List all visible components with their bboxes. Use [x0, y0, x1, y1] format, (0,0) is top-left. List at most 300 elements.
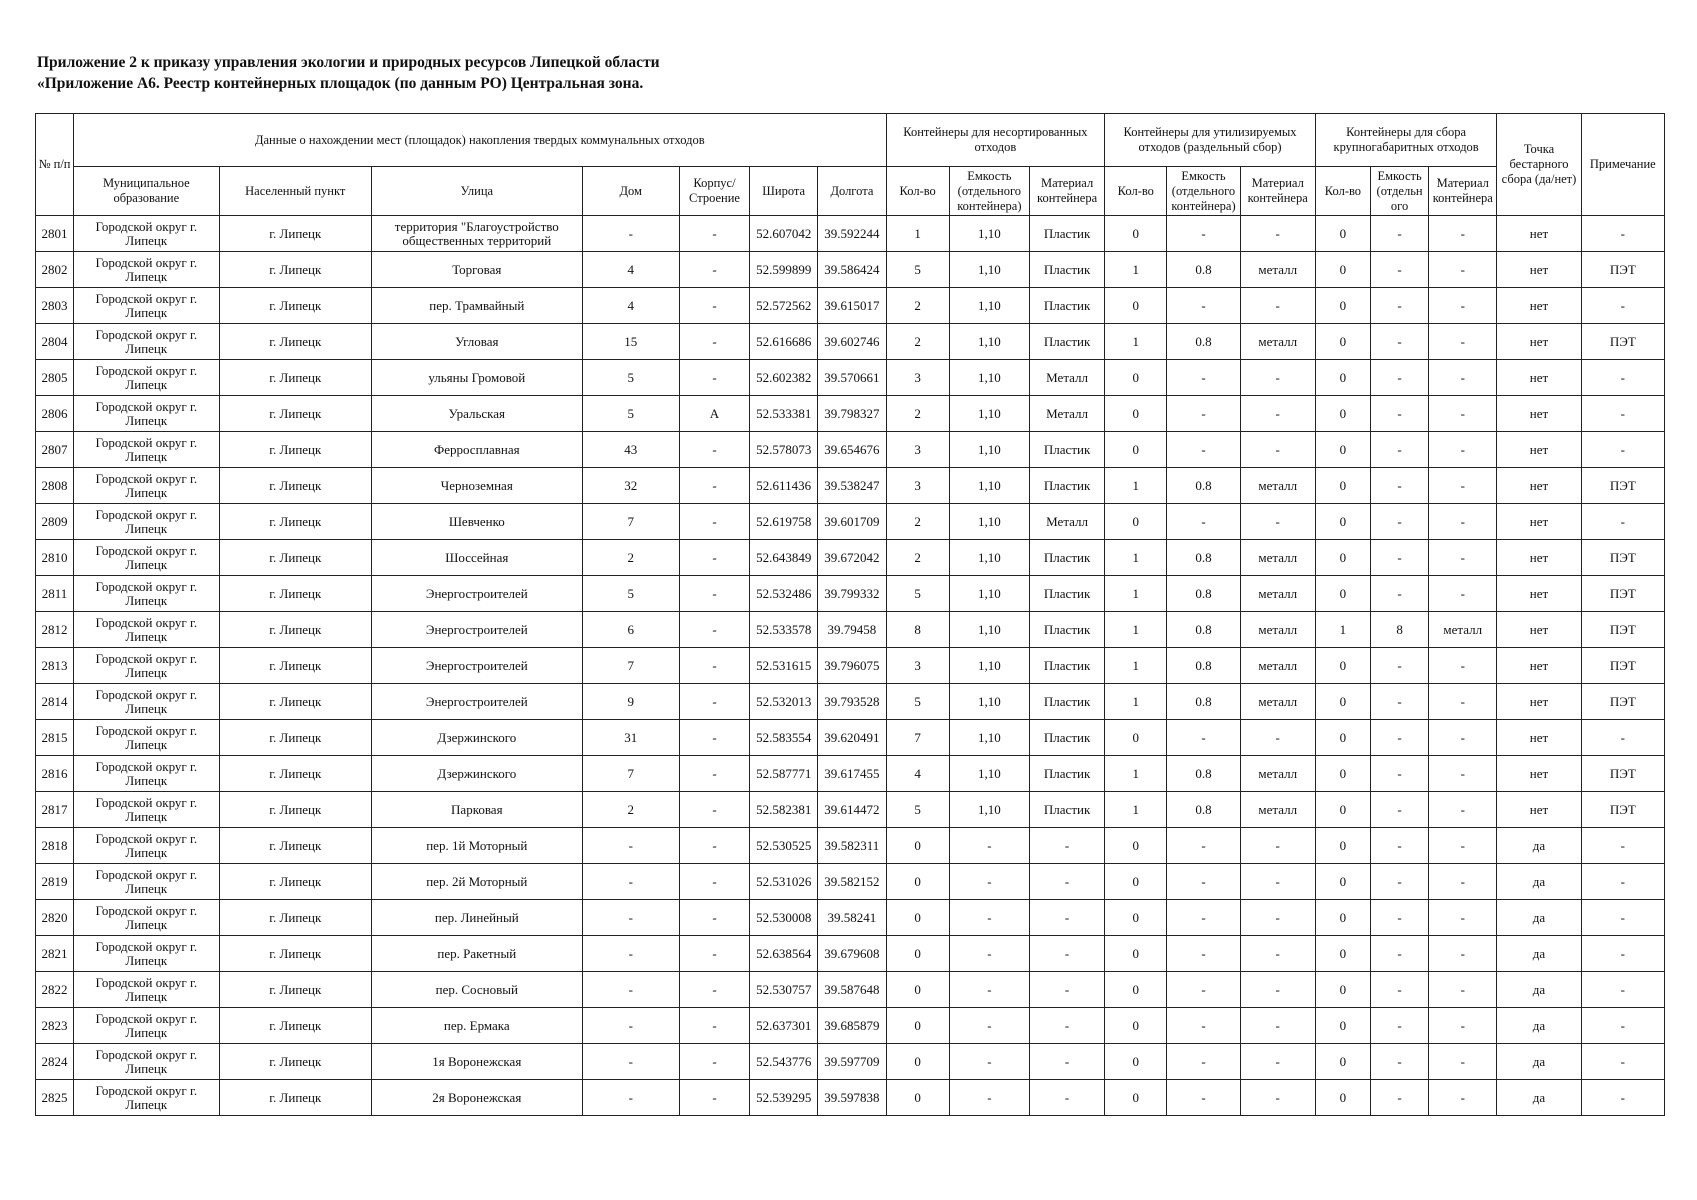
cell-bulky-material: -: [1429, 288, 1497, 324]
cell-bulky-capacity: -: [1371, 720, 1429, 756]
cell-settlement: г. Липецк: [219, 1080, 371, 1116]
cell-recyclable-count: 1: [1105, 648, 1167, 684]
cell-bulky-capacity: -: [1371, 1008, 1429, 1044]
cell-unsorted-capacity: 1,10: [949, 432, 1029, 468]
cell-recyclable-capacity: -: [1167, 900, 1240, 936]
cell-recyclable-count: 0: [1105, 216, 1167, 252]
cell-longitude: 39.597709: [818, 1044, 886, 1080]
cell-house: -: [582, 1044, 679, 1080]
table-row: [36, 540, 1665, 576]
registry-body: [36, 216, 1665, 1116]
cell-house: 6: [582, 612, 679, 648]
document-header: [37, 52, 660, 94]
cell-longitude: 39.587648: [818, 972, 886, 1008]
cell-street: Ферросплавная: [371, 432, 582, 468]
cell-street: Шоссейная: [371, 540, 582, 576]
cell-longitude: 39.672042: [818, 540, 886, 576]
cell-longitude: 39.796075: [818, 648, 886, 684]
table-row: [36, 504, 1665, 540]
cell-recyclable-capacity: -: [1167, 1080, 1240, 1116]
cell-number: 2822: [36, 972, 74, 1008]
cell-longitude: 39.570661: [818, 360, 886, 396]
header-location-group: Данные о нахождении мест (площадок) накопления твердых коммунальных отходов: [74, 114, 886, 167]
table-row: [36, 864, 1665, 900]
table-row: [36, 936, 1665, 972]
cell-house: 31: [582, 720, 679, 756]
cell-longitude: 39.601709: [818, 504, 886, 540]
cell-municipality: Городской округ г. Липецк: [74, 360, 219, 396]
cell-number: 2814: [36, 684, 74, 720]
table-row: [36, 828, 1665, 864]
cell-street: Парковая: [371, 792, 582, 828]
cell-municipality: Городской округ г. Липецк: [74, 540, 219, 576]
cell-recyclable-count: 0: [1105, 1044, 1167, 1080]
cell-street: 2я Воронежская: [371, 1080, 582, 1116]
cell-number: 2806: [36, 396, 74, 432]
cell-unsorted-capacity: 1,10: [949, 396, 1029, 432]
cell-building: -: [679, 324, 749, 360]
cell-recyclable-count: 0: [1105, 504, 1167, 540]
header-number: № п/п: [36, 114, 74, 216]
cell-building: -: [679, 1080, 749, 1116]
cell-bagless-point: нет: [1497, 468, 1581, 504]
cell-number: 2821: [36, 936, 74, 972]
header-bulky-capacity: Емкость (отдельн ого: [1371, 167, 1429, 216]
cell-latitude: 52.582381: [750, 792, 818, 828]
cell-building: -: [679, 576, 749, 612]
cell-unsorted-capacity: 1,10: [949, 648, 1029, 684]
cell-unsorted-material: -: [1029, 864, 1104, 900]
cell-bulky-material: -: [1429, 360, 1497, 396]
cell-street: пер. Сосновый: [371, 972, 582, 1008]
cell-number: 2811: [36, 576, 74, 612]
cell-note: -: [1581, 216, 1664, 252]
cell-house: -: [582, 1008, 679, 1044]
cell-street: территория "Благоустройство общественных территорий: [371, 216, 582, 252]
cell-longitude: 39.582311: [818, 828, 886, 864]
cell-house: 7: [582, 504, 679, 540]
table-row: [36, 720, 1665, 756]
cell-unsorted-count: 7: [886, 720, 949, 756]
cell-recyclable-capacity: -: [1167, 864, 1240, 900]
cell-recyclable-material: -: [1240, 396, 1315, 432]
cell-settlement: г. Липецк: [219, 828, 371, 864]
cell-longitude: 39.654676: [818, 432, 886, 468]
cell-settlement: г. Липецк: [219, 216, 371, 252]
table-row: [36, 684, 1665, 720]
cell-bulky-material: металл: [1429, 612, 1497, 648]
cell-bulky-material: -: [1429, 468, 1497, 504]
cell-bulky-capacity: -: [1371, 396, 1429, 432]
cell-longitude: 39.798327: [818, 396, 886, 432]
cell-unsorted-count: 2: [886, 504, 949, 540]
cell-bulky-count: 0: [1315, 288, 1370, 324]
cell-bulky-count: 0: [1315, 252, 1370, 288]
cell-number: 2819: [36, 864, 74, 900]
cell-bulky-capacity: -: [1371, 576, 1429, 612]
cell-unsorted-count: 0: [886, 972, 949, 1008]
cell-bulky-capacity: -: [1371, 792, 1429, 828]
cell-longitude: 39.592244: [818, 216, 886, 252]
cell-unsorted-capacity: -: [949, 1008, 1029, 1044]
cell-bulky-count: 0: [1315, 720, 1370, 756]
cell-latitude: 52.616686: [750, 324, 818, 360]
cell-street: Энергостроителей: [371, 576, 582, 612]
cell-unsorted-material: Пластик: [1029, 684, 1104, 720]
cell-recyclable-capacity: -: [1167, 396, 1240, 432]
cell-street: пер. Ракетный: [371, 936, 582, 972]
cell-house: -: [582, 216, 679, 252]
cell-recyclable-material: -: [1240, 900, 1315, 936]
cell-bulky-count: 0: [1315, 972, 1370, 1008]
cell-street: Дзержинского: [371, 720, 582, 756]
header-settlement: Населенный пункт: [219, 167, 371, 216]
cell-settlement: г. Липецк: [219, 792, 371, 828]
cell-municipality: Городской округ г. Липецк: [74, 720, 219, 756]
cell-number: 2816: [36, 756, 74, 792]
cell-recyclable-material: -: [1240, 504, 1315, 540]
cell-unsorted-capacity: -: [949, 936, 1029, 972]
cell-municipality: Городской округ г. Липецк: [74, 756, 219, 792]
cell-recyclable-material: металл: [1240, 648, 1315, 684]
header-recyclable-count: Кол-во: [1105, 167, 1167, 216]
cell-building: -: [679, 972, 749, 1008]
cell-building: -: [679, 648, 749, 684]
cell-settlement: г. Липецк: [219, 1008, 371, 1044]
cell-latitude: 52.602382: [750, 360, 818, 396]
cell-recyclable-capacity: 0.8: [1167, 684, 1240, 720]
cell-house: 2: [582, 540, 679, 576]
cell-note: ПЭТ: [1581, 324, 1664, 360]
header-recyclable-material: Материал контейнера: [1240, 167, 1315, 216]
cell-building: -: [679, 216, 749, 252]
cell-unsorted-material: Металл: [1029, 360, 1104, 396]
cell-longitude: 39.620491: [818, 720, 886, 756]
cell-street: Шевченко: [371, 504, 582, 540]
cell-municipality: Городской округ г. Липецк: [74, 468, 219, 504]
cell-bulky-capacity: -: [1371, 252, 1429, 288]
cell-note: -: [1581, 288, 1664, 324]
cell-note: ПЭТ: [1581, 612, 1664, 648]
cell-recyclable-material: -: [1240, 828, 1315, 864]
cell-bulky-count: 0: [1315, 576, 1370, 612]
cell-recyclable-count: 0: [1105, 720, 1167, 756]
cell-bulky-capacity: -: [1371, 900, 1429, 936]
cell-number: 2824: [36, 1044, 74, 1080]
cell-recyclable-capacity: 0.8: [1167, 468, 1240, 504]
header-bulky-group: Контейнеры для сбора крупногабаритных отходов: [1315, 114, 1497, 167]
cell-bulky-capacity: -: [1371, 936, 1429, 972]
table-row: [36, 252, 1665, 288]
cell-bulky-count: 0: [1315, 396, 1370, 432]
cell-bulky-capacity: -: [1371, 648, 1429, 684]
cell-longitude: 39.685879: [818, 1008, 886, 1044]
cell-settlement: г. Липецк: [219, 756, 371, 792]
cell-street: Торговая: [371, 252, 582, 288]
cell-street: Энергостроителей: [371, 648, 582, 684]
cell-recyclable-capacity: 0.8: [1167, 540, 1240, 576]
cell-latitude: 52.619758: [750, 504, 818, 540]
cell-municipality: Городской округ г. Липецк: [74, 252, 219, 288]
cell-number: 2813: [36, 648, 74, 684]
cell-street: Дзержинского: [371, 756, 582, 792]
cell-bagless-point: нет: [1497, 360, 1581, 396]
cell-bulky-capacity: -: [1371, 756, 1429, 792]
cell-unsorted-count: 5: [886, 792, 949, 828]
table-row: [36, 468, 1665, 504]
cell-unsorted-count: 0: [886, 1008, 949, 1044]
cell-bulky-capacity: -: [1371, 288, 1429, 324]
cell-unsorted-count: 0: [886, 828, 949, 864]
cell-latitude: 52.530757: [750, 972, 818, 1008]
cell-latitude: 52.530008: [750, 900, 818, 936]
cell-building: -: [679, 756, 749, 792]
cell-house: 4: [582, 288, 679, 324]
cell-bulky-count: 0: [1315, 324, 1370, 360]
cell-recyclable-count: 1: [1105, 540, 1167, 576]
cell-unsorted-material: -: [1029, 828, 1104, 864]
cell-unsorted-count: 0: [886, 1080, 949, 1116]
cell-recyclable-capacity: 0.8: [1167, 648, 1240, 684]
cell-unsorted-count: 2: [886, 540, 949, 576]
cell-building: -: [679, 468, 749, 504]
cell-building: -: [679, 360, 749, 396]
cell-bulky-capacity: -: [1371, 432, 1429, 468]
cell-unsorted-material: Пластик: [1029, 216, 1104, 252]
cell-unsorted-capacity: -: [949, 972, 1029, 1008]
cell-recyclable-count: 0: [1105, 1008, 1167, 1044]
cell-bulky-material: -: [1429, 576, 1497, 612]
cell-bulky-capacity: -: [1371, 504, 1429, 540]
cell-latitude: 52.532486: [750, 576, 818, 612]
cell-bulky-count: 0: [1315, 864, 1370, 900]
cell-number: 2804: [36, 324, 74, 360]
cell-bulky-count: 0: [1315, 216, 1370, 252]
cell-bagless-point: да: [1497, 1044, 1581, 1080]
cell-latitude: 52.599899: [750, 252, 818, 288]
cell-municipality: Городской округ г. Липецк: [74, 900, 219, 936]
cell-bagless-point: нет: [1497, 576, 1581, 612]
header-unsorted-count: Кол-во: [886, 167, 949, 216]
header-unsorted-group: Контейнеры для несортированных отходов: [886, 114, 1105, 167]
cell-street: Черноземная: [371, 468, 582, 504]
cell-bulky-capacity: -: [1371, 468, 1429, 504]
table-row: [36, 396, 1665, 432]
cell-recyclable-material: -: [1240, 216, 1315, 252]
cell-house: 15: [582, 324, 679, 360]
cell-recyclable-count: 0: [1105, 972, 1167, 1008]
cell-building: -: [679, 252, 749, 288]
cell-recyclable-count: 0: [1105, 864, 1167, 900]
cell-building: -: [679, 720, 749, 756]
cell-longitude: 39.615017: [818, 288, 886, 324]
cell-bulky-capacity: -: [1371, 828, 1429, 864]
cell-note: ПЭТ: [1581, 576, 1664, 612]
cell-house: 5: [582, 576, 679, 612]
cell-bulky-count: 0: [1315, 1080, 1370, 1116]
table-row: [36, 756, 1665, 792]
cell-unsorted-material: -: [1029, 1008, 1104, 1044]
cell-recyclable-capacity: -: [1167, 1044, 1240, 1080]
cell-latitude: 52.637301: [750, 1008, 818, 1044]
cell-recyclable-material: металл: [1240, 324, 1315, 360]
cell-recyclable-count: 1: [1105, 792, 1167, 828]
cell-recyclable-material: металл: [1240, 756, 1315, 792]
cell-unsorted-capacity: -: [949, 1044, 1029, 1080]
cell-bulky-capacity: -: [1371, 360, 1429, 396]
cell-latitude: 52.530525: [750, 828, 818, 864]
table-row: [36, 972, 1665, 1008]
cell-recyclable-capacity: 0.8: [1167, 252, 1240, 288]
cell-bulky-capacity: 8: [1371, 612, 1429, 648]
cell-unsorted-material: Металл: [1029, 396, 1104, 432]
header-bulky-material: Материал контейнера: [1429, 167, 1497, 216]
header-note: Примечание: [1581, 114, 1664, 216]
cell-street: Уральская: [371, 396, 582, 432]
cell-unsorted-material: Пластик: [1029, 720, 1104, 756]
cell-unsorted-capacity: 1,10: [949, 792, 1029, 828]
cell-unsorted-count: 2: [886, 324, 949, 360]
cell-settlement: г. Липецк: [219, 468, 371, 504]
cell-bulky-count: 0: [1315, 504, 1370, 540]
cell-settlement: г. Липецк: [219, 324, 371, 360]
cell-longitude: 39.582152: [818, 864, 886, 900]
cell-bulky-count: 0: [1315, 432, 1370, 468]
cell-bulky-material: -: [1429, 936, 1497, 972]
cell-settlement: г. Липецк: [219, 612, 371, 648]
cell-longitude: 39.79458: [818, 612, 886, 648]
cell-unsorted-capacity: 1,10: [949, 540, 1029, 576]
cell-recyclable-capacity: 0.8: [1167, 576, 1240, 612]
cell-bulky-count: 0: [1315, 936, 1370, 972]
cell-street: пер. Линейный: [371, 900, 582, 936]
cell-municipality: Городской округ г. Липецк: [74, 828, 219, 864]
cell-house: -: [582, 864, 679, 900]
cell-recyclable-material: металл: [1240, 576, 1315, 612]
cell-building: -: [679, 900, 749, 936]
cell-recyclable-capacity: -: [1167, 216, 1240, 252]
cell-municipality: Городской округ г. Липецк: [74, 1044, 219, 1080]
cell-settlement: г. Липецк: [219, 576, 371, 612]
cell-note: -: [1581, 1008, 1664, 1044]
cell-recyclable-capacity: 0.8: [1167, 792, 1240, 828]
cell-municipality: Городской округ г. Липецк: [74, 936, 219, 972]
cell-recyclable-material: -: [1240, 288, 1315, 324]
cell-bagless-point: нет: [1497, 684, 1581, 720]
cell-settlement: г. Липецк: [219, 252, 371, 288]
cell-settlement: г. Липецк: [219, 972, 371, 1008]
cell-number: 2807: [36, 432, 74, 468]
cell-recyclable-count: 0: [1105, 432, 1167, 468]
cell-unsorted-capacity: 1,10: [949, 612, 1029, 648]
cell-unsorted-material: Пластик: [1029, 288, 1104, 324]
cell-latitude: 52.607042: [750, 216, 818, 252]
cell-note: -: [1581, 432, 1664, 468]
cell-settlement: г. Липецк: [219, 288, 371, 324]
cell-settlement: г. Липецк: [219, 900, 371, 936]
table-row: [36, 324, 1665, 360]
cell-bulky-count: 0: [1315, 828, 1370, 864]
cell-house: 2: [582, 792, 679, 828]
cell-bulky-material: -: [1429, 792, 1497, 828]
cell-bulky-capacity: -: [1371, 684, 1429, 720]
cell-house: 43: [582, 432, 679, 468]
cell-bulky-material: -: [1429, 720, 1497, 756]
cell-unsorted-count: 3: [886, 360, 949, 396]
cell-recyclable-capacity: -: [1167, 360, 1240, 396]
cell-municipality: Городской округ г. Липецк: [74, 1080, 219, 1116]
cell-bagless-point: нет: [1497, 216, 1581, 252]
cell-bulky-material: -: [1429, 324, 1497, 360]
cell-municipality: Городской округ г. Липецк: [74, 396, 219, 432]
cell-number: 2801: [36, 216, 74, 252]
cell-municipality: Городской округ г. Липецк: [74, 576, 219, 612]
cell-house: -: [582, 936, 679, 972]
cell-bulky-material: -: [1429, 756, 1497, 792]
cell-bagless-point: нет: [1497, 504, 1581, 540]
cell-bulky-material: -: [1429, 1044, 1497, 1080]
cell-recyclable-count: 1: [1105, 468, 1167, 504]
cell-bagless-point: нет: [1497, 324, 1581, 360]
cell-recyclable-capacity: -: [1167, 720, 1240, 756]
cell-number: 2812: [36, 612, 74, 648]
cell-bulky-material: -: [1429, 540, 1497, 576]
cell-municipality: Городской округ г. Липецк: [74, 864, 219, 900]
cell-municipality: Городской округ г. Липецк: [74, 648, 219, 684]
cell-house: 7: [582, 648, 679, 684]
cell-bulky-material: -: [1429, 1008, 1497, 1044]
header-municipality: Муниципальное образование: [74, 167, 219, 216]
cell-recyclable-capacity: -: [1167, 1008, 1240, 1044]
cell-unsorted-material: Пластик: [1029, 576, 1104, 612]
cell-note: ПЭТ: [1581, 756, 1664, 792]
cell-municipality: Городской округ г. Липецк: [74, 504, 219, 540]
cell-bagless-point: да: [1497, 936, 1581, 972]
cell-unsorted-capacity: 1,10: [949, 720, 1029, 756]
cell-recyclable-capacity: -: [1167, 288, 1240, 324]
cell-street: пер. 2й Моторный: [371, 864, 582, 900]
cell-municipality: Городской округ г. Липецк: [74, 684, 219, 720]
cell-bulky-count: 0: [1315, 540, 1370, 576]
header-latitude: Широта: [750, 167, 818, 216]
cell-bagless-point: нет: [1497, 252, 1581, 288]
cell-recyclable-material: -: [1240, 1008, 1315, 1044]
cell-building: А: [679, 396, 749, 432]
cell-unsorted-capacity: 1,10: [949, 684, 1029, 720]
cell-bagless-point: да: [1497, 972, 1581, 1008]
cell-bulky-material: -: [1429, 972, 1497, 1008]
cell-municipality: Городской округ г. Липецк: [74, 432, 219, 468]
cell-bulky-count: 0: [1315, 756, 1370, 792]
cell-bagless-point: нет: [1497, 396, 1581, 432]
cell-unsorted-material: Пластик: [1029, 252, 1104, 288]
cell-building: -: [679, 432, 749, 468]
cell-unsorted-capacity: -: [949, 1080, 1029, 1116]
header-building: Корпус/ Строение: [679, 167, 749, 216]
cell-unsorted-count: 3: [886, 648, 949, 684]
cell-unsorted-count: 2: [886, 396, 949, 432]
cell-settlement: г. Липецк: [219, 720, 371, 756]
table-row: [36, 792, 1665, 828]
cell-number: 2820: [36, 900, 74, 936]
table-row: [36, 360, 1665, 396]
header-street: Улица: [371, 167, 582, 216]
cell-recyclable-count: 1: [1105, 576, 1167, 612]
cell-bulky-material: -: [1429, 684, 1497, 720]
cell-settlement: г. Липецк: [219, 864, 371, 900]
cell-recyclable-material: металл: [1240, 612, 1315, 648]
cell-bulky-count: 1: [1315, 612, 1370, 648]
